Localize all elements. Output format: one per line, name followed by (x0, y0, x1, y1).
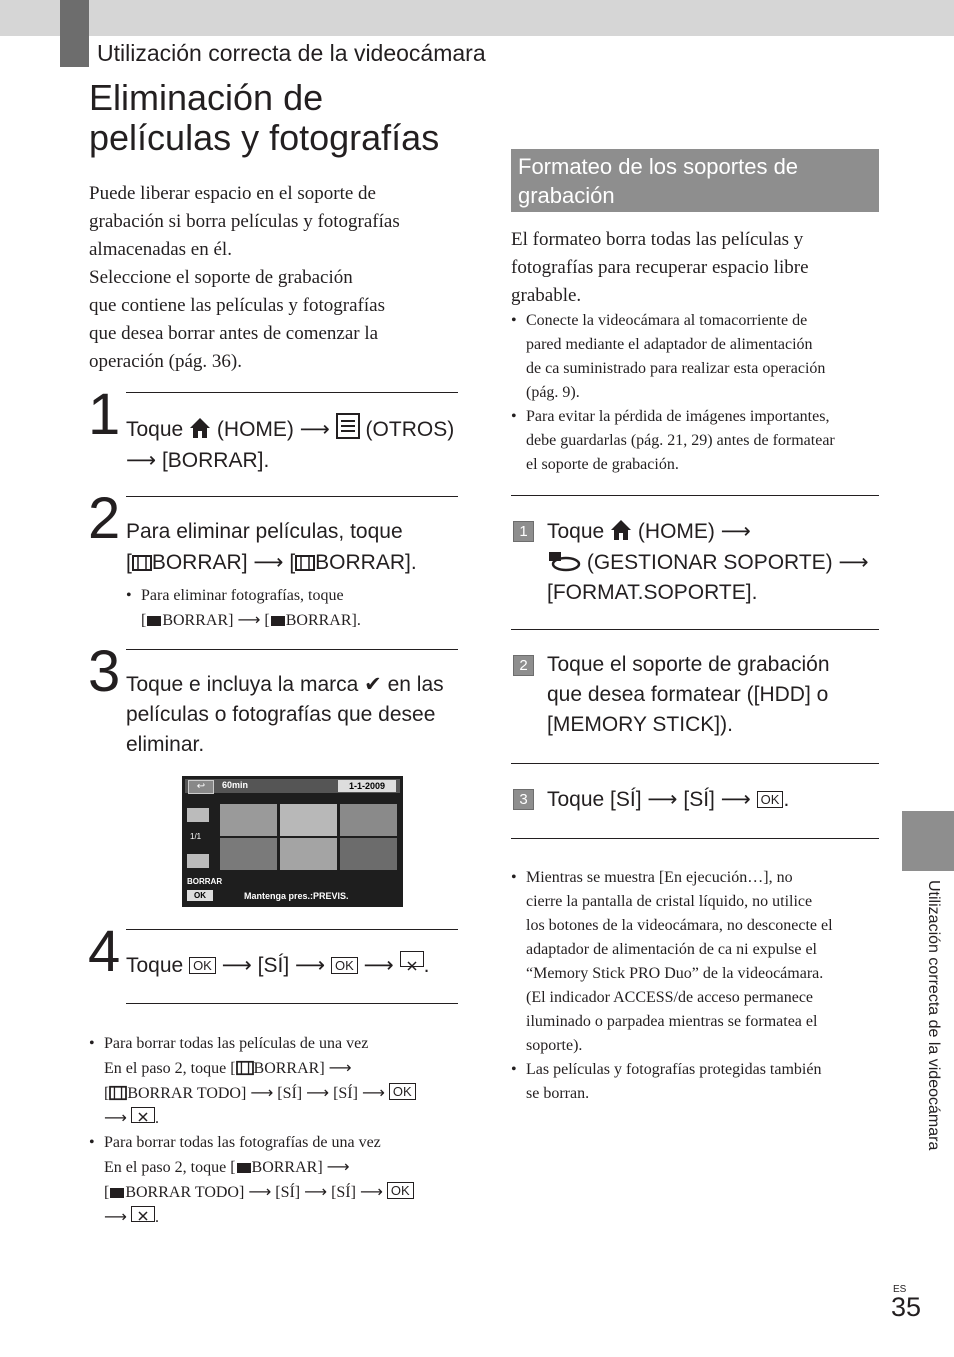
thumbnail[interactable] (340, 838, 397, 870)
step-number: 3 (88, 639, 121, 704)
manage-media-icon (547, 550, 581, 572)
ok-icon: OK (189, 957, 216, 974)
home-icon (610, 519, 632, 541)
page-title: Eliminación de películas y fotografías (89, 77, 440, 158)
thumbnail[interactable] (340, 804, 397, 836)
scroll-down-button[interactable] (187, 854, 209, 868)
intro-text: Puede liberar espacio en el soporte de grabación si borra películas y fotografías almacenadas en él. Seleccione el soporte de grabación que contiene las películas y fotografías que desea borrar antes de comenzar la operación (pág. 36). (89, 183, 400, 372)
others-icon (336, 413, 360, 439)
top-band (0, 0, 954, 36)
lcd-page: 1/1 (190, 832, 202, 841)
format-bullets: • Conecte la videocámara al tomacorriente de pared mediante el adaptador de alimentación de ca suministrado para realizar esta operación (pág. 9). • Para evitar la pérdida de imágenes importantes, debe guardarlas (pág. 21, 29) antes de formatear el soporte de grabación. (511, 312, 835, 473)
photo-icon (146, 614, 162, 628)
step-divider (126, 649, 458, 650)
format-step-2-text: Toque el soporte de grabación que desea formatear ([HDD] o [MEMORY STICK]). (547, 653, 830, 736)
lcd-hint: Mantenga pres.:PREVIS. (244, 891, 349, 901)
return-button[interactable]: ↩ (188, 780, 214, 794)
thumbnail[interactable] (280, 838, 337, 870)
step-2-note: • Para eliminar fotografías, toque [ BORRAR] ⟶ [ BORRAR]. (126, 587, 361, 629)
format-intro: El formateo borra todas las películas y fotografías para recuperar espacio libre grabable. (511, 229, 809, 306)
movie-icon (132, 554, 152, 572)
ok-icon: OK (331, 957, 358, 974)
side-tab-label: Utilización correcta de la videocámara (925, 880, 942, 1151)
ok-icon: OK (387, 1182, 414, 1199)
movie-icon (295, 554, 315, 572)
step-number: 3 (513, 789, 534, 810)
side-tab-marker (902, 811, 954, 871)
page-number: 35 (891, 1292, 922, 1322)
photo-icon (236, 1161, 252, 1175)
close-icon (131, 1107, 155, 1123)
ok-icon: OK (389, 1083, 416, 1100)
language-code: ES (893, 1284, 907, 1295)
thumbnail[interactable] (220, 804, 277, 836)
step-2-text: Para eliminar películas, toque [ BORRAR] ⟶ [ BORRAR]. (126, 520, 417, 574)
checkmark-icon: ✔ (364, 673, 382, 696)
format-step-3-text: Toque [SÍ] ⟶ [SÍ] ⟶ OK . (547, 787, 790, 811)
section-title: Utilización correcta de la videocámara (97, 40, 486, 66)
photo-icon (270, 614, 286, 628)
lcd-time: 60min (222, 780, 249, 790)
step-divider (126, 1003, 458, 1004)
step-4-text: Toque OK ⟶ [SÍ] ⟶ OK ⟶ . (126, 953, 430, 977)
ok-icon: OK (757, 791, 784, 808)
step-divider (126, 929, 458, 930)
step-number: 4 (88, 919, 121, 984)
scroll-up-button[interactable] (187, 808, 209, 822)
format-step-1-text: Toque (HOME) ⟶ (GESTIONAR SOPORTE) ⟶ [FORMAT.SOPORTE]. (547, 519, 869, 604)
section-marker (60, 0, 89, 67)
notes-left: • Para borrar todas las películas de una vez En el paso 2, toque [ BORRAR] ⟶ [ BORRAR TODO] ⟶ [SÍ] ⟶ [SÍ] ⟶ OK ⟶ . • Para borrar todas las fotografías de una vez En el paso 2, toque [ BORRAR] ⟶ [ BORRAR TODO] ⟶ [SÍ] ⟶ [SÍ] ⟶ OK ⟶ . (89, 1032, 461, 1230)
step-divider (511, 763, 879, 764)
step-number: 1 (513, 521, 534, 542)
step-number: 2 (88, 486, 121, 551)
step-divider (511, 838, 879, 839)
close-icon (131, 1206, 155, 1222)
home-icon (189, 417, 211, 439)
photo-icon (109, 1186, 125, 1200)
format-notes: • Mientras se muestra [En ejecución…], no cierre la pantalla de cristal líquido, no utilice los botones de la videocámara, no desconecte el adaptador de alimentación de ca ni expulse el “Memory Stick PRO Duo” de la videocámara. (El indicador ACCESS/de acceso permanece iluminado o parpadea mientras se formatea el soporte). • Las películas y fotografías protegidas también se borran. (511, 869, 833, 1102)
step-divider (511, 495, 879, 496)
movie-icon (236, 1060, 254, 1076)
lcd-mode: BORRAR (187, 877, 223, 886)
lcd-screenshot (182, 776, 403, 907)
lcd-date: 1-1-2009 (338, 780, 396, 792)
thumbnail[interactable] (220, 838, 277, 870)
step-divider (126, 392, 458, 393)
format-title: Formateo de los soportes de grabación (518, 154, 799, 208)
thumbnail[interactable] (280, 804, 337, 836)
close-icon (400, 951, 424, 967)
step-number: 2 (513, 655, 534, 676)
movie-icon (109, 1085, 127, 1101)
ok-button[interactable]: OK (187, 890, 213, 901)
step-divider (511, 629, 879, 630)
step-number: 1 (88, 382, 121, 447)
step-3-text: Toque e incluya la marca ✔ en las películas o fotografías que desee eliminar. (126, 673, 444, 756)
step-divider (126, 496, 458, 497)
step-1-text: Toque (HOME) ⟶ (OTROS) ⟶ [BORRAR]. (126, 413, 461, 476)
